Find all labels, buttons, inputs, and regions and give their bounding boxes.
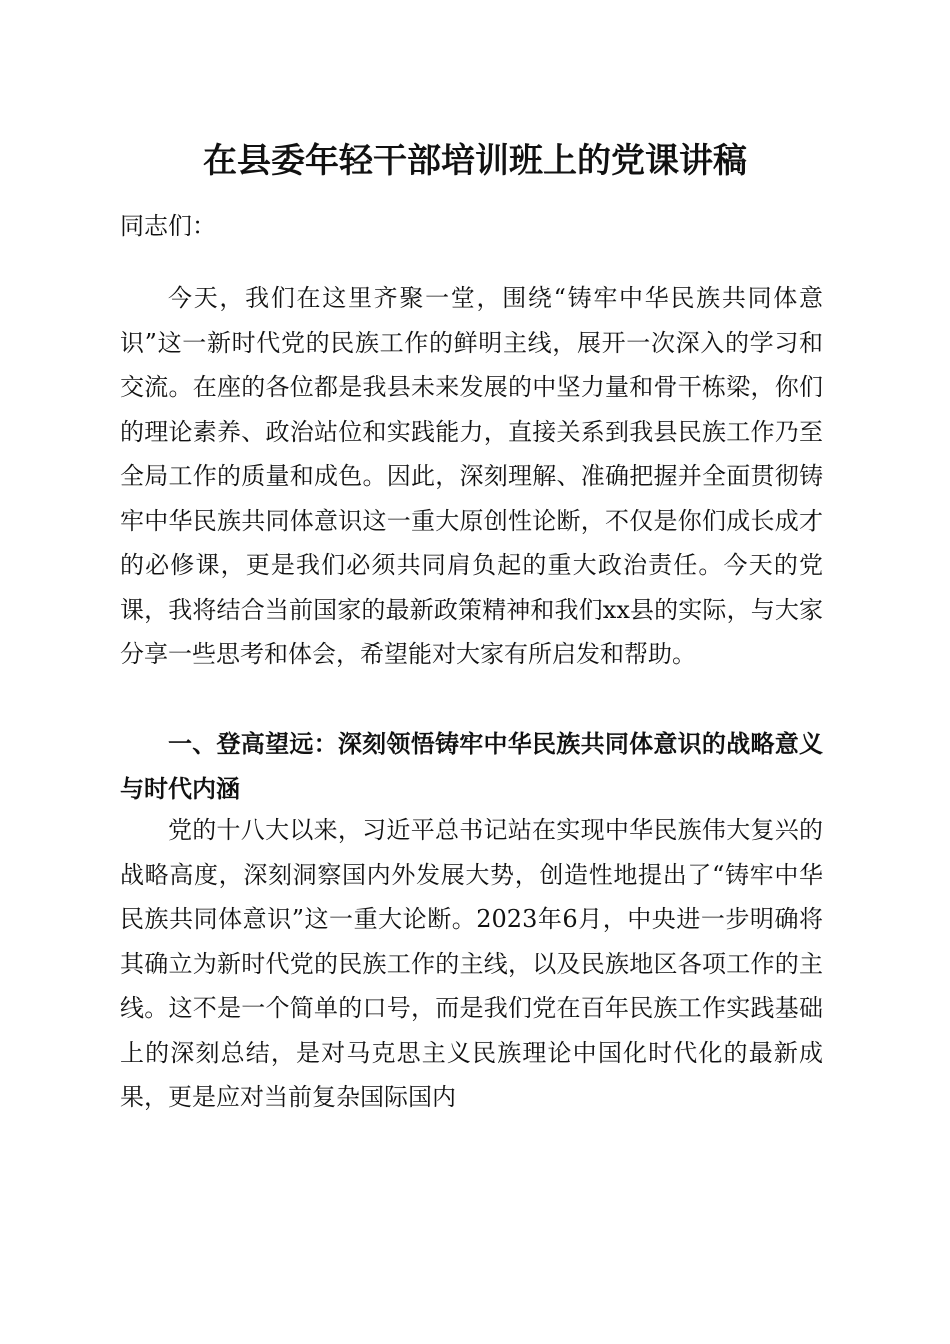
salutation: 同志们： — [120, 212, 216, 240]
document-title: 在县委年轻干部培训班上的党课讲稿 — [203, 141, 747, 181]
paragraph-section-1: 党的十八大以来，习近平总书记站在实现中华民族伟大复兴的战略高度，深刻洞察国内外发展大势，创造性地提出了“铸牢中华民族共同体意识”这一重大论断。2023年6月，中央进一步明确将其确立为新时代党的民族工作的主线，以及民族地区各项工作的主线。这不是一个简单的口号，而是我们党在百年民族工作实践基础上的深刻总结，是对马克思主义民族理论中国化时代化的最新成果，更是应对当前复杂国际国内 — [120, 816, 823, 1111]
section-heading-1: 一、登高望远：深刻领悟铸牢中华民族共同体意识的战略意义与时代内涵 — [120, 730, 823, 803]
paragraph-intro: 今天，我们在这里齐聚一堂，围绕“铸牢中华民族共同体意识”这一新时代党的民族工作的鲜明主线，展开一次深入的学习和交流。在座的各位都是我县未来发展的中坚力量和骨干栋梁，你们的理论素养、政治站位和实践能力，直接关系到我县民族工作乃至全局工作的质量和成色。因此，深刻理解、准确把握并全面贯彻铸牢中华民族共同体意识这一重大原创性论断，不仅是你们成长成才的必修课，更是我们必须共同肩负起的重大政治责任。今天的党课，我将结合当前国家的最新政策精神和我们xx县的实际，与大家分享一些思考和体会，希望能对大家有所启发和帮助。 — [120, 284, 823, 668]
